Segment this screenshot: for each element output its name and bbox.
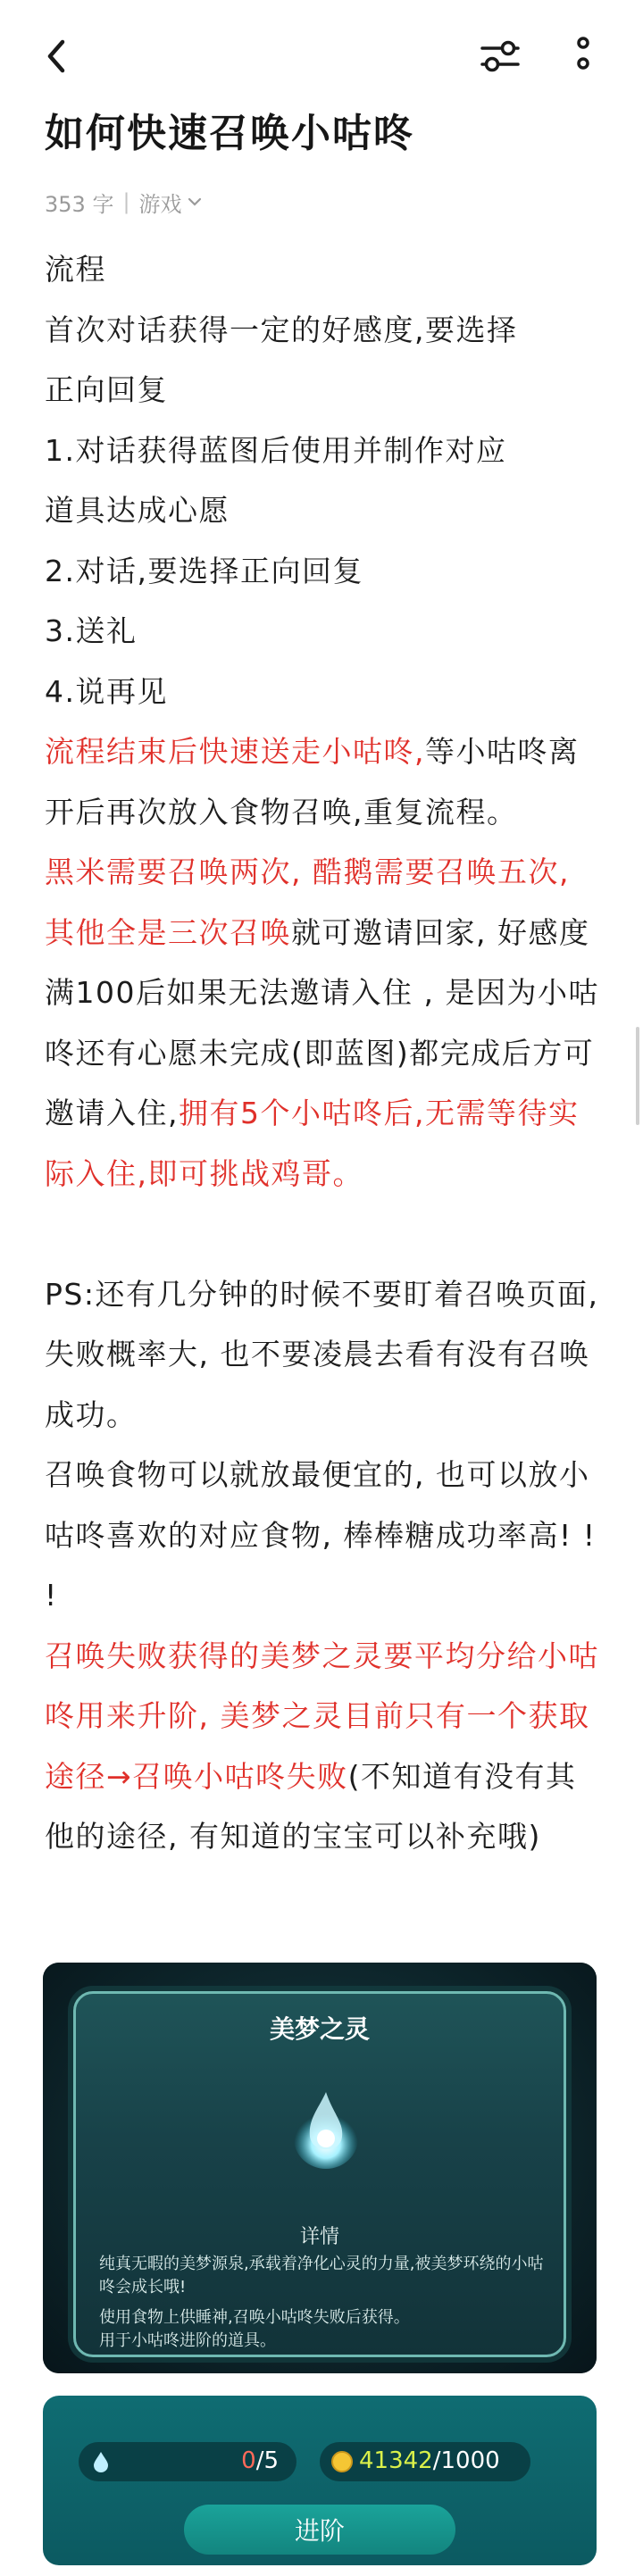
- dream-drop-icon: [89, 2450, 113, 2473]
- scrollbar[interactable]: [636, 1027, 639, 1125]
- sliders-icon: [479, 38, 522, 74]
- normal-text: 就可邀请回家, 好感度满100后如果无法邀请入住 , 是因为小咕咚还有心愿未完成(即蓝图)都完成后方可邀请入住,: [45, 914, 599, 1130]
- body-paragraph: [45, 842, 607, 1204]
- highlight-text: 黑米需要召唤两次, 酷鹅需要召唤五次, 其他全是三次召唤: [45, 854, 570, 950]
- body-line: 4.说再见: [45, 673, 168, 709]
- filter-button[interactable]: [473, 34, 527, 79]
- item-name: 美梦之灵: [269, 2014, 370, 2044]
- dream-resource-counter: [79, 2442, 296, 2481]
- dream-spirit-icon: [292, 2083, 360, 2172]
- body-line: 3.送礼: [45, 613, 138, 648]
- chevron-down-icon: [188, 196, 202, 207]
- highlight-text: 流程结束后快速送走小咕咚,: [45, 734, 425, 769]
- blank-line: [45, 1204, 607, 1264]
- back-button[interactable]: [34, 34, 79, 79]
- category-label: 游戏: [138, 191, 182, 217]
- item-usage-line: 使用食物上供睡神,召唤小咕咚失败后获得。: [99, 2308, 410, 2327]
- more-vertical-icon: [574, 37, 592, 76]
- chevron-left-icon: [45, 38, 68, 74]
- body-paragraph: 召唤食物可以就放最便宜的, 也可以放小咕咚喜欢的对应食物, 棒棒糖成功率高! ! !: [45, 1457, 597, 1613]
- coin-icon: [330, 2450, 354, 2473]
- highlight-text: 召唤失败获得的美梦之灵要平均分给小咕咚用来升阶, 美梦之灵目前只有一个获取途径→召唤小咕咚失败: [45, 1638, 599, 1794]
- body-line: 2.对话,要选择正向回复: [45, 553, 363, 588]
- normal-text: 等小咕咚离开后再次放入食物召唤,重复流程。: [45, 734, 580, 829]
- body-line: 正向回复: [45, 372, 168, 407]
- body-paragraph: PS:还有几分钟的时候不要盯着召唤页面, 失败概率大, 也不要凌晨去看有没有召唤成功。: [45, 1276, 599, 1432]
- normal-text: (不知道有没有其他的途径, 有知道的宝宝可以补充哦): [45, 1758, 577, 1854]
- category-dropdown[interactable]: [139, 187, 202, 218]
- dream-total: /5: [255, 2447, 279, 2474]
- game-screenshot-item-detail[interactable]: [43, 1963, 597, 2373]
- advance-button[interactable]: 进阶: [184, 2505, 455, 2555]
- coin-count: [359, 2447, 500, 2474]
- item-usage: [99, 2306, 546, 2353]
- item-usage-line: 用于小咕咚进阶的道具。: [99, 2331, 276, 2350]
- body-paragraph: [45, 1626, 607, 1867]
- coin-total: /1000: [432, 2447, 500, 2474]
- word-count: 353 字: [45, 191, 114, 217]
- more-button[interactable]: [561, 34, 605, 79]
- coin-current: 41342: [359, 2447, 433, 2474]
- body-line: 1.对话获得蓝图后使用并制作对应: [45, 432, 507, 468]
- highlight-text: 拥有5个小咕咚后,无需等待实际入住,即可挑战鸡哥。: [45, 1096, 580, 1191]
- article-body: [45, 239, 607, 1867]
- article-title: 如何快速召唤小咕咚: [45, 111, 414, 156]
- detail-label: 详情: [299, 2226, 339, 2248]
- body-line: 流程: [45, 252, 106, 287]
- body-paragraph: [45, 721, 607, 842]
- item-detail-panel: [73, 1991, 566, 2357]
- body-line: 首次对话获得一定的好感度,要选择: [45, 312, 518, 347]
- body-line: 道具达成心愿: [45, 493, 230, 528]
- meta-separator: |: [122, 189, 130, 214]
- dream-count: [241, 2447, 279, 2474]
- coin-resource-counter: [320, 2442, 530, 2481]
- top-bar: [0, 0, 643, 107]
- dream-current: 0: [241, 2447, 256, 2474]
- article-meta: [45, 186, 202, 218]
- item-description: 纯真无暇的美梦源泉,承载着净化心灵的力量,被美梦环绕的小咕咚会成长哦!: [99, 2255, 544, 2297]
- game-screenshot-advance[interactable]: [43, 2396, 597, 2565]
